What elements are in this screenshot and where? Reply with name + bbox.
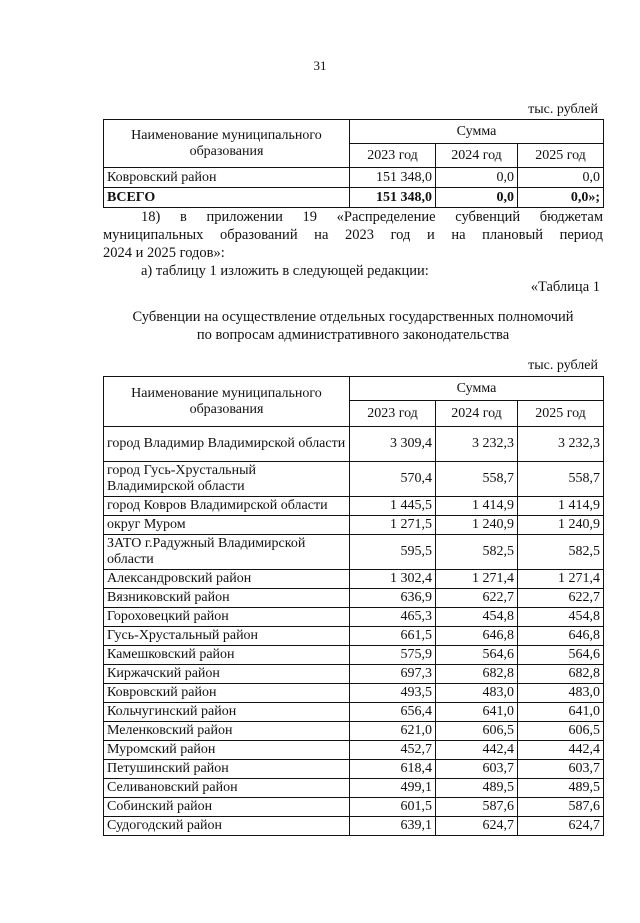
table2-cell-v2024: 1 271,4 <box>436 570 518 589</box>
table2-cell-v2023: 575,9 <box>350 646 436 665</box>
table2-cell-v2025: 641,0 <box>518 703 604 722</box>
table2-header-year-2024: 2024 год <box>436 401 518 427</box>
table1-total-name: ВСЕГО <box>104 188 350 208</box>
table2-row <box>104 646 604 665</box>
table2-cell-name: город Ковров Владимирской области <box>104 497 350 516</box>
table2-cell-v2024: 1 240,9 <box>436 516 518 535</box>
table2-cell-v2024: 587,6 <box>436 798 518 817</box>
table2-cell-v2024: 646,8 <box>436 627 518 646</box>
table2-cell-v2024: 582,5 <box>436 535 518 570</box>
table2-row <box>104 703 604 722</box>
table2-cell-v2023: 465,3 <box>350 608 436 627</box>
table1-header-name: Наименование муниципального образования <box>104 120 350 168</box>
table1-row-2024: 0,0 <box>436 168 518 188</box>
table2-cell-v2024: 442,4 <box>436 741 518 760</box>
table2-cell-name: Александровский район <box>104 570 350 589</box>
table1-header-year-2024: 2024 год <box>436 144 518 168</box>
caption-line1: Субвенции на осуществление отдельных государственных полномочий <box>132 309 574 325</box>
table2-cell-name: Киржачский район <box>104 665 350 684</box>
table2-cell-v2023: 570,4 <box>350 462 436 497</box>
table2-cell-v2024: 603,7 <box>436 760 518 779</box>
table2-cell-name: Петушинский район <box>104 760 350 779</box>
table2-cell-name: Камешковский район <box>104 646 350 665</box>
table2-cell-v2024: 564,6 <box>436 646 518 665</box>
table1-total-2024: 0,0 <box>436 188 518 208</box>
table2-cell-v2023: 1 302,4 <box>350 570 436 589</box>
table1-header-sum: Сумма <box>350 120 604 144</box>
table2-cell-v2024: 641,0 <box>436 703 518 722</box>
table1-row-2025: 0,0 <box>518 168 604 188</box>
table2-row <box>104 627 604 646</box>
table1-total-row <box>104 188 604 208</box>
table2-cell-name: Собинский район <box>104 798 350 817</box>
table2-cell-v2025: 454,8 <box>518 608 604 627</box>
table2-cell-name: Меленковский район <box>104 722 350 741</box>
table2-cell-v2024: 489,5 <box>436 779 518 798</box>
table2-row <box>104 798 604 817</box>
item18-line1: 18) в приложении 19 «Распределение субвенций бюджетам <box>141 209 603 225</box>
table2-cell-name: Гусь-Хрустальный район <box>104 627 350 646</box>
table2-cell-v2025: 442,4 <box>518 741 604 760</box>
table2-cell-v2025: 622,7 <box>518 589 604 608</box>
table2-cell-v2023: 601,5 <box>350 798 436 817</box>
table2-cell-name: Селивановский район <box>104 779 350 798</box>
table2-cell-v2023: 656,4 <box>350 703 436 722</box>
table2-row <box>104 817 604 836</box>
table2-cell-v2025: 587,6 <box>518 798 604 817</box>
table2 <box>103 376 604 836</box>
table1-row-2023: 151 348,0 <box>350 168 436 188</box>
table2-cell-name: город Гусь-Хрустальный Владимирской области <box>104 462 350 497</box>
table2-cell-v2025: 1 240,9 <box>518 516 604 535</box>
table2-header-year-2023: 2023 год <box>350 401 436 427</box>
table1-total-2023: 151 348,0 <box>350 188 436 208</box>
table2-row <box>104 427 604 462</box>
table2-cell-v2023: 3 309,4 <box>350 427 436 462</box>
table2-row <box>104 684 604 703</box>
table2-cell-v2024: 624,7 <box>436 817 518 836</box>
table2-cell-name: ЗАТО г.Радужный Владимирской области <box>104 535 350 570</box>
table2-cell-name: Гороховецкий район <box>104 608 350 627</box>
table2-row <box>104 535 604 570</box>
caption-line2: по вопросам административного законодательства <box>196 327 510 343</box>
table2-cell-v2024: 682,8 <box>436 665 518 684</box>
table2-cell-v2023: 621,0 <box>350 722 436 741</box>
table2-cell-name: Муромский район <box>104 741 350 760</box>
table2-cell-v2023: 493,5 <box>350 684 436 703</box>
table2-cell-v2023: 595,5 <box>350 535 436 570</box>
table2-row <box>104 741 604 760</box>
table2-cell-v2023: 499,1 <box>350 779 436 798</box>
table2-header-year-2025: 2025 год <box>518 401 604 427</box>
table2-cell-v2025: 1 414,9 <box>518 497 604 516</box>
table2-cell-v2025: 1 271,4 <box>518 570 604 589</box>
table2-cell-v2023: 697,3 <box>350 665 436 684</box>
table2-cell-v2025: 558,7 <box>518 462 604 497</box>
table1-row <box>104 168 604 188</box>
table2-cell-v2023: 1 271,5 <box>350 516 436 535</box>
table2-row <box>104 570 604 589</box>
table2-unit: тыс. рублей <box>528 358 598 373</box>
table2-cell-v2023: 636,9 <box>350 589 436 608</box>
table2-row <box>104 589 604 608</box>
item-a: а) таблицу 1 изложить в следующей редакции: <box>141 263 429 279</box>
table2-row <box>104 779 604 798</box>
table2-row <box>104 722 604 741</box>
table2-cell-v2025: 646,8 <box>518 627 604 646</box>
table2-cell-name: Ковровский район <box>104 684 350 703</box>
table2-cell-v2025: 624,7 <box>518 817 604 836</box>
table2-cell-v2025: 682,8 <box>518 665 604 684</box>
table1-header-year-2025: 2025 год <box>518 144 604 168</box>
table2-cell-v2023: 661,5 <box>350 627 436 646</box>
table1 <box>103 119 604 208</box>
item18-line2: муниципальных образований на 2023 год и на плановый период <box>103 227 603 243</box>
page-number: 31 <box>313 58 327 73</box>
table2-cell-v2024: 483,0 <box>436 684 518 703</box>
table2-cell-v2025: 489,5 <box>518 779 604 798</box>
table2-cell-v2024: 622,7 <box>436 589 518 608</box>
table2-cell-v2024: 606,5 <box>436 722 518 741</box>
table2-cell-name: город Владимир Владимирской области <box>104 427 350 462</box>
table2-row <box>104 760 604 779</box>
table2-cell-name: Вязниковский район <box>104 589 350 608</box>
table2-header-sum: Сумма <box>350 377 604 401</box>
table2-cell-name: Судогодский район <box>104 817 350 836</box>
table2-cell-v2025: 606,5 <box>518 722 604 741</box>
item18-line3: 2024 и 2025 годов»: <box>103 245 225 261</box>
table1-total-2025: 0,0»; <box>518 188 604 208</box>
table2-row <box>104 462 604 497</box>
table2-cell-name: Кольчугинский район <box>104 703 350 722</box>
table-label: «Таблица 1 <box>530 279 600 295</box>
table2-cell-v2024: 1 414,9 <box>436 497 518 516</box>
table2-cell-v2024: 3 232,3 <box>436 427 518 462</box>
table2-row <box>104 665 604 684</box>
table2-cell-v2023: 452,7 <box>350 741 436 760</box>
table1-row-name: Ковровский район <box>104 168 350 188</box>
table1-header-year-2023: 2023 год <box>350 144 436 168</box>
table2-cell-v2025: 3 232,3 <box>518 427 604 462</box>
table2-cell-v2023: 1 445,5 <box>350 497 436 516</box>
table2-row <box>104 497 604 516</box>
table2-cell-v2025: 564,6 <box>518 646 604 665</box>
table1-unit: тыс. рублей <box>528 102 598 117</box>
table2-header-name: Наименование муниципального образования <box>104 377 350 427</box>
table2-cell-v2025: 483,0 <box>518 684 604 703</box>
table2-cell-v2024: 558,7 <box>436 462 518 497</box>
table2-cell-v2023: 618,4 <box>350 760 436 779</box>
table2-cell-name: округ Муром <box>104 516 350 535</box>
table2-row <box>104 516 604 535</box>
table2-cell-v2024: 454,8 <box>436 608 518 627</box>
table2-row <box>104 608 604 627</box>
table2-cell-v2023: 639,1 <box>350 817 436 836</box>
table2-cell-v2025: 582,5 <box>518 535 604 570</box>
table2-cell-v2025: 603,7 <box>518 760 604 779</box>
